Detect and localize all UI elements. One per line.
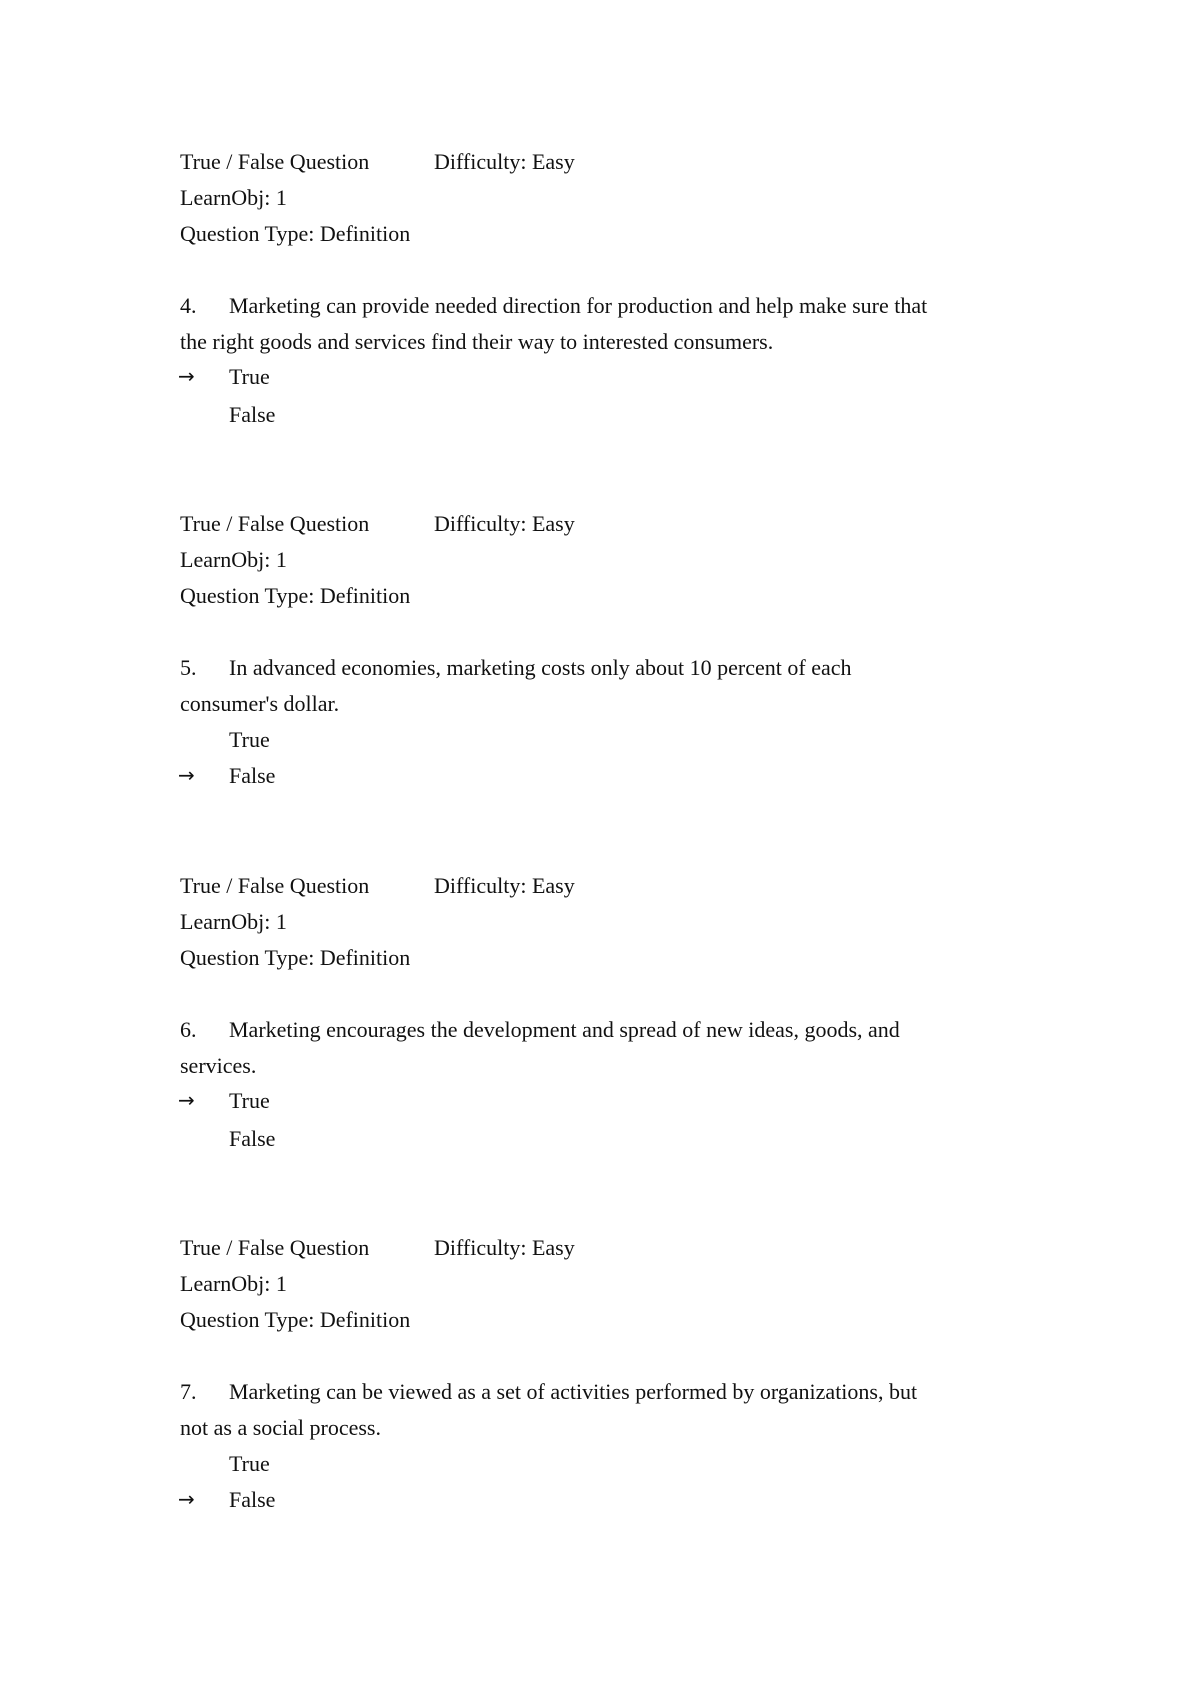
question-number: 7. bbox=[180, 1379, 197, 1404]
question-type-label: Question Type: Definition bbox=[180, 221, 411, 246]
learn-obj-label: LearnObj: 1 bbox=[180, 185, 287, 210]
learn-obj-label: LearnObj: 1 bbox=[180, 547, 287, 572]
learn-obj-label: LearnObj: 1 bbox=[180, 1271, 287, 1296]
question-text-line1: In advanced economies, marketing costs only about 10 percent of each bbox=[229, 655, 852, 680]
correct-answer-arrow-icon: → bbox=[178, 763, 195, 787]
difficulty-label: Difficulty: Easy bbox=[434, 511, 575, 536]
question-text-line2: not as a social process. bbox=[180, 1415, 381, 1440]
difficulty-label: Difficulty: Easy bbox=[434, 1235, 575, 1260]
question-text-line2: services. bbox=[180, 1053, 257, 1078]
option-false: False bbox=[229, 1487, 276, 1512]
difficulty-label: Difficulty: Easy bbox=[434, 873, 575, 898]
question-type-label: Question Type: Definition bbox=[180, 945, 411, 970]
question-text-line1: Marketing encourages the development and spread of new ideas, goods, and bbox=[229, 1017, 900, 1042]
option-true: True bbox=[229, 364, 270, 389]
option-false: False bbox=[229, 763, 276, 788]
option-false: False bbox=[229, 1126, 276, 1151]
option-true: True bbox=[229, 1451, 270, 1476]
learn-obj-label: LearnObj: 1 bbox=[180, 909, 287, 934]
question-number: 5. bbox=[180, 655, 197, 680]
question-number: 4. bbox=[180, 293, 197, 318]
question-text-line2: consumer's dollar. bbox=[180, 691, 340, 716]
question-kind-label: True / False Question bbox=[180, 1235, 370, 1260]
question-text-line2: the right goods and services find their way to interested consumers. bbox=[180, 329, 774, 354]
question-number: 6. bbox=[180, 1017, 197, 1042]
question-kind-label: True / False Question bbox=[180, 511, 370, 536]
question-kind-label: True / False Question bbox=[180, 149, 370, 174]
correct-answer-arrow-icon: → bbox=[178, 1088, 195, 1112]
question-text-line1: Marketing can provide needed direction for production and help make sure that bbox=[229, 293, 928, 318]
difficulty-label: Difficulty: Easy bbox=[434, 149, 575, 174]
question-type-label: Question Type: Definition bbox=[180, 1307, 411, 1332]
option-true: True bbox=[229, 727, 270, 752]
correct-answer-arrow-icon: → bbox=[178, 1487, 195, 1511]
question-kind-label: True / False Question bbox=[180, 873, 370, 898]
correct-answer-arrow-icon: → bbox=[178, 364, 195, 388]
question-type-label: Question Type: Definition bbox=[180, 583, 411, 608]
option-true: True bbox=[229, 1088, 270, 1113]
question-text-line1: Marketing can be viewed as a set of activities performed by organizations, but bbox=[229, 1379, 918, 1404]
option-false: False bbox=[229, 402, 276, 427]
